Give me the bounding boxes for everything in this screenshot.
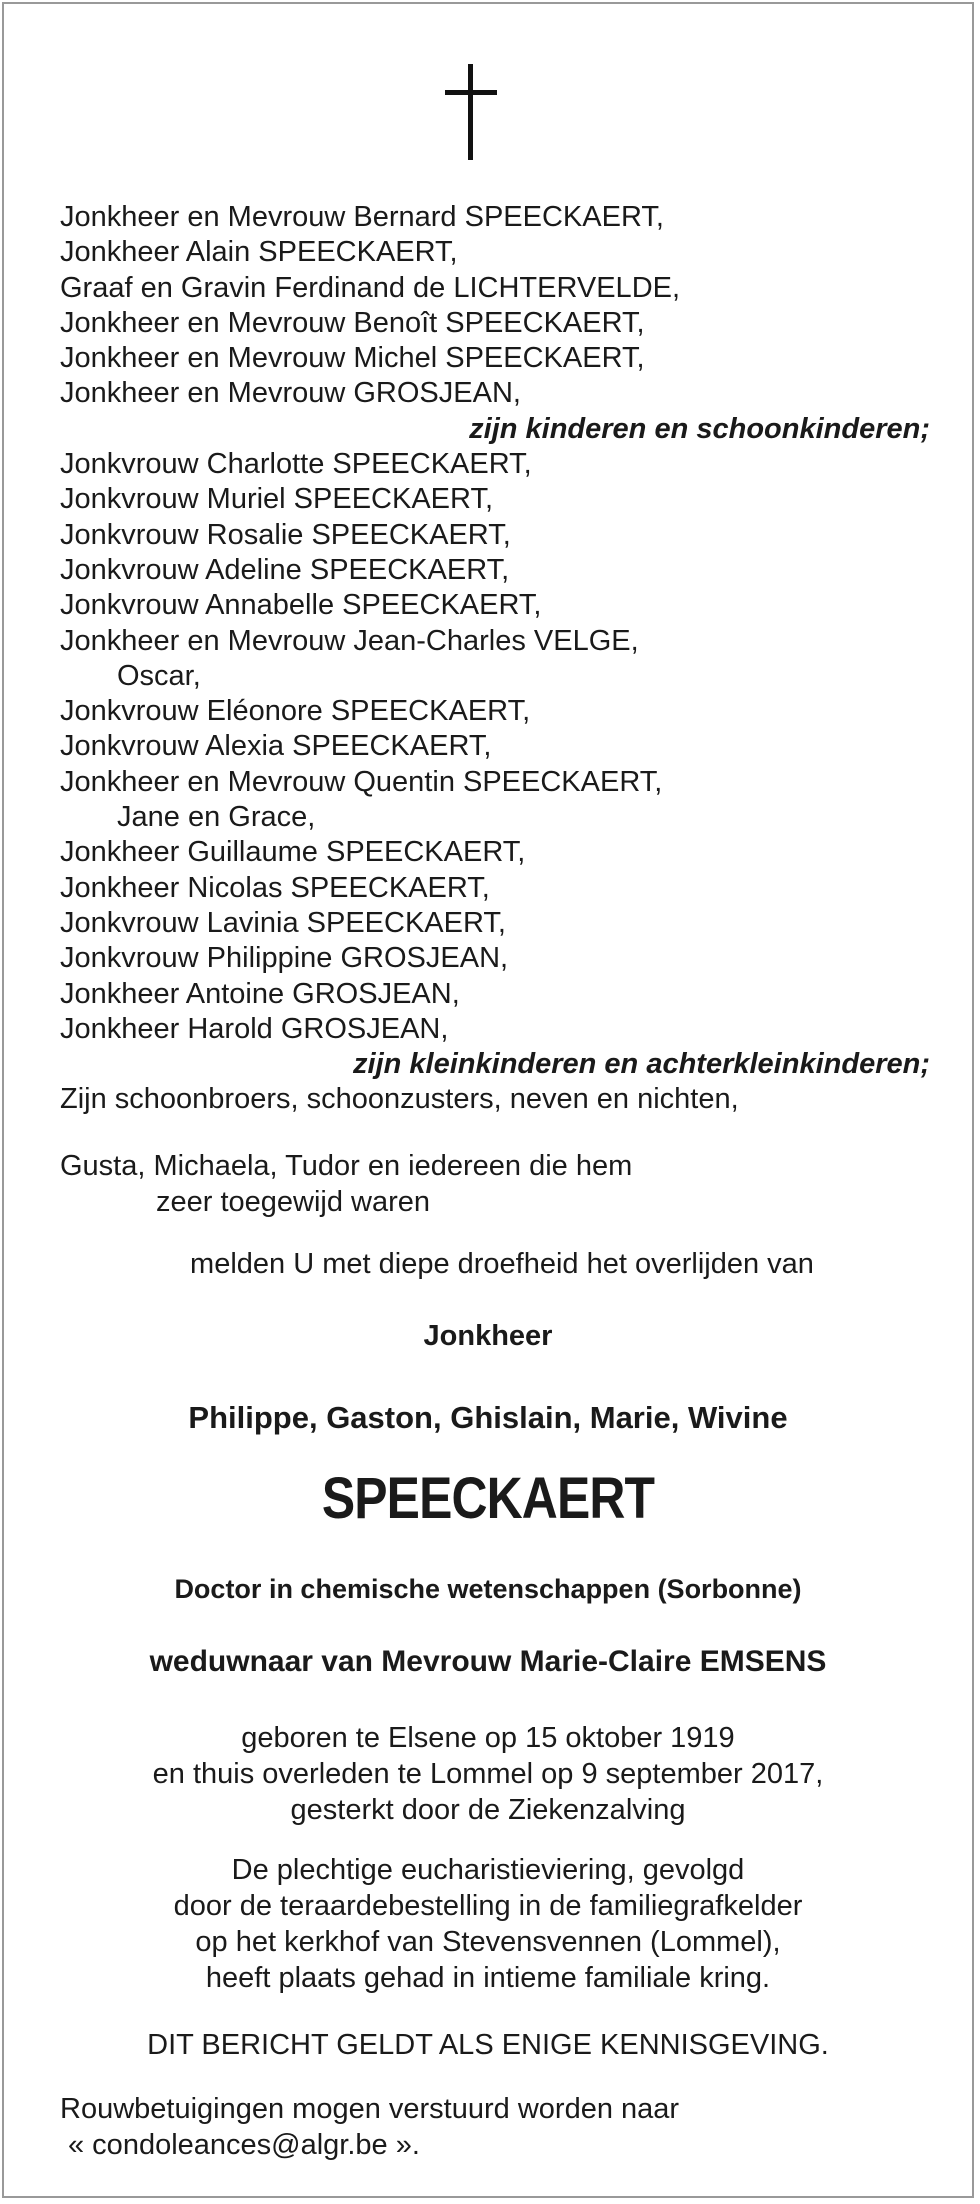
ceremony-line-3: op het kerkhof van Stevensvennen (Lommel), xyxy=(195,1926,781,1958)
dates-line-2: en thuis overleden te Lommel op 9 september 2017, xyxy=(152,1758,824,1790)
family-member: Jonkvrouw Rosalie SPEECKAERT, xyxy=(60,518,511,551)
family-member: Jonkvrouw Annabelle SPEECKAERT, xyxy=(60,589,542,622)
dates-line-3: gesterkt door de Ziekenzalving xyxy=(290,1794,686,1826)
ceremony-line-2: door de teraardebestelling in de familiegrafkelder xyxy=(173,1890,803,1922)
family-member: Jonkvrouw Philippine GROSJEAN, xyxy=(60,942,509,975)
family-member: Jonkheer en Mevrouw Quentin SPEECKAERT, xyxy=(60,765,663,798)
ceremony-line-1: De plechtige eucharistieviering, gevolgd xyxy=(231,1854,745,1886)
relation-summary: zijn kleinkinderen en achterkleinkinderen; xyxy=(353,1048,930,1081)
family-member: Jonkvrouw Charlotte SPEECKAERT, xyxy=(60,448,532,481)
family-member: Jonkvrouw Lavinia SPEECKAERT, xyxy=(60,906,506,939)
family-member: Jane en Grace, xyxy=(117,801,316,834)
family-member: Jonkheer Harold GROSJEAN, xyxy=(60,1012,449,1045)
family-member: Jonkheer en Mevrouw Michel SPEECKAERT, xyxy=(60,342,645,375)
deceased-surname-wrap xyxy=(4,1464,972,1534)
family-member: Jonkheer en Mevrouw Benoît SPEECKAERT, xyxy=(60,306,645,339)
family-member: Jonkvrouw Adeline SPEECKAERT, xyxy=(60,553,510,586)
obituary-notice xyxy=(2,2,974,2198)
devoted-line-1: Gusta, Michaela, Tudor en iedereen die hem xyxy=(60,1150,633,1182)
family-member: Jonkheer Alain SPEECKAERT, xyxy=(60,236,458,269)
ceremony-line-4: heeft plaats gehad in intieme familiale kring. xyxy=(205,1962,771,1994)
family-member: Jonkvrouw Eléonore SPEECKAERT, xyxy=(60,695,531,728)
condolences-line-1: Rouwbetuigingen mogen verstuurd worden naar xyxy=(60,2093,680,2125)
family-member: Graaf en Gravin Ferdinand de LICHTERVELDE, xyxy=(60,271,681,304)
family-list xyxy=(60,200,930,1118)
notice: DIT BERICHT GELDT ALS ENIGE KENNISGEVING. xyxy=(147,2029,829,2061)
announcement: melden U met diepe droefheid het overlijden van xyxy=(190,1248,814,1280)
condolences-email: « condoleances@algr.be ». xyxy=(68,2129,420,2161)
family-member: Jonkheer en Mevrouw Jean-Charles VELGE, xyxy=(60,624,639,657)
dates-line-1: geboren te Elsene op 15 oktober 1919 xyxy=(241,1722,735,1754)
devoted-line-2: zeer toegewijd waren xyxy=(156,1186,431,1218)
deceased-title: Jonkheer xyxy=(423,1320,553,1352)
cross-icon xyxy=(445,64,497,160)
deceased-first-names: Philippe, Gaston, Ghislain, Marie, Wivine xyxy=(188,1400,788,1435)
family-member: Jonkheer Nicolas SPEECKAERT, xyxy=(60,871,490,904)
deceased-surname: SPEECKAERT xyxy=(321,1466,655,1531)
deceased-spouse: weduwnaar van Mevrouw Marie-Claire EMSENS xyxy=(149,1645,827,1678)
deceased-profession: Doctor in chemische wetenschappen (Sorbonne) xyxy=(174,1574,802,1604)
family-member: Jonkheer Guillaume SPEECKAERT, xyxy=(60,836,526,869)
relation-summary: zijn kinderen en schoonkinderen; xyxy=(469,412,930,445)
family-member: Jonkvrouw Alexia SPEECKAERT, xyxy=(60,730,492,763)
family-member: Zijn schoonbroers, schoonzusters, neven en nichten, xyxy=(60,1083,739,1116)
family-member: Jonkheer en Mevrouw GROSJEAN, xyxy=(60,377,521,410)
family-member: Oscar, xyxy=(117,659,201,692)
family-member: Jonkheer en Mevrouw Bernard SPEECKAERT, xyxy=(60,201,664,233)
family-member: Jonkheer Antoine GROSJEAN, xyxy=(60,977,460,1010)
family-member: Jonkvrouw Muriel SPEECKAERT, xyxy=(60,483,494,516)
